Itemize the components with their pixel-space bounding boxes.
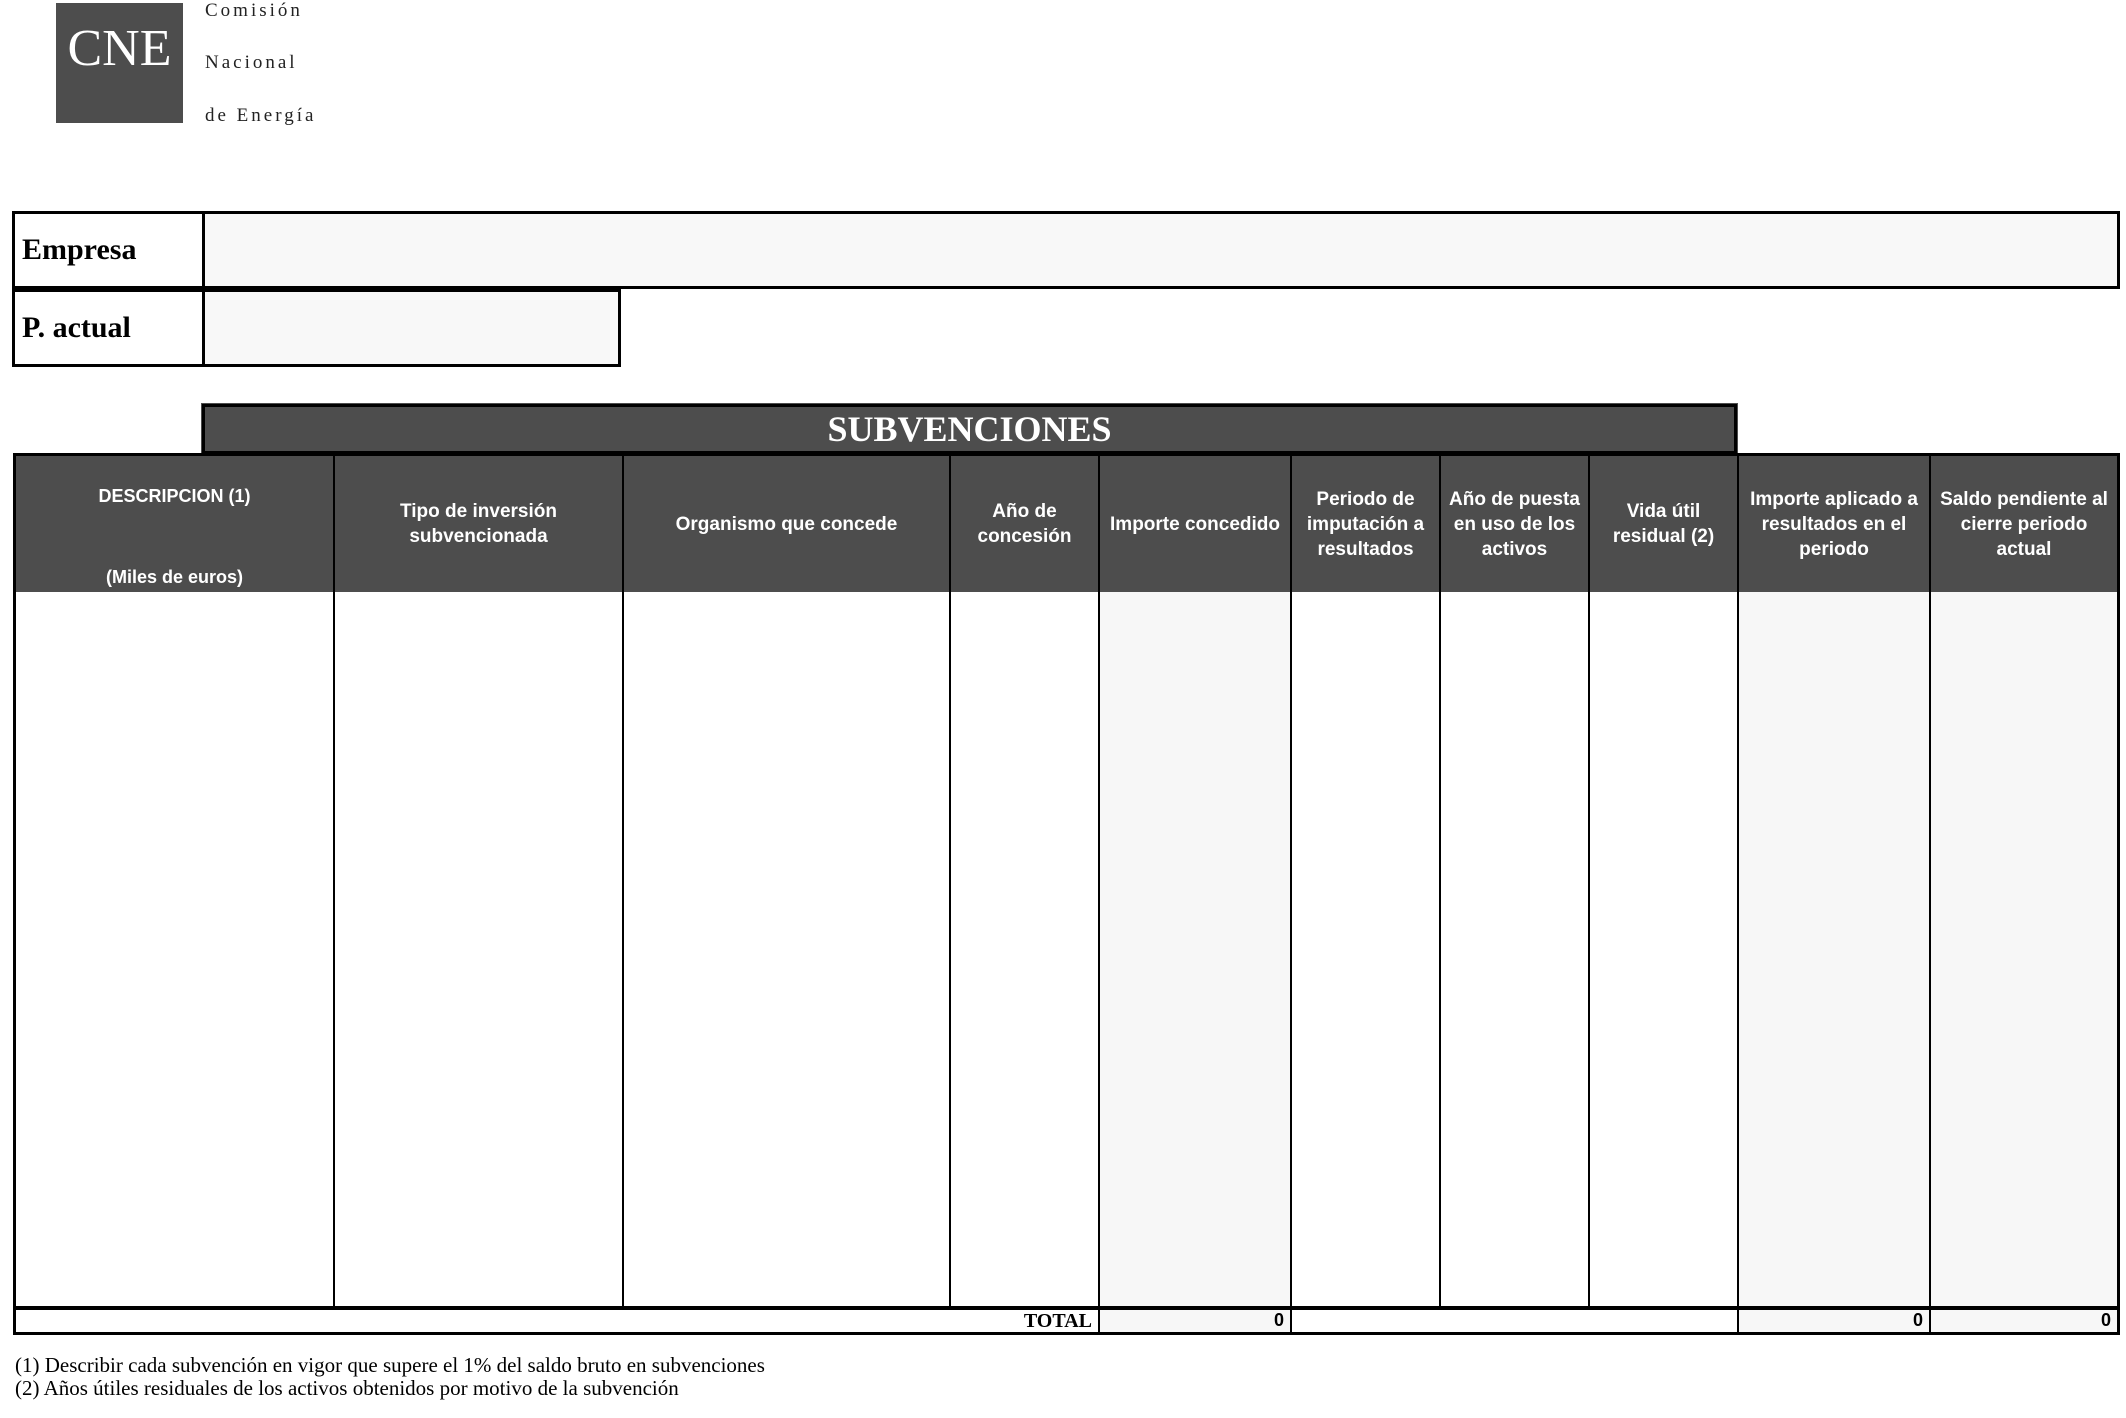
header-importe-aplicado: Importe aplicado a resultados en el periodo: [1739, 456, 1929, 592]
logo-line-2: Nacional: [205, 52, 298, 73]
col-periodo-imputacion: [1292, 456, 1441, 1306]
cell-tipo-inversion[interactable]: [335, 592, 622, 1306]
periodo-label: P. actual: [12, 289, 205, 367]
header-saldo-pendiente: Saldo pendiente al cierre periodo actual: [1931, 456, 2117, 592]
cell-vida-util[interactable]: [1590, 592, 1737, 1306]
footnote-2: (2) Años útiles residuales de los activos obtenidos por motivo de la subvención: [15, 1376, 679, 1400]
cell-organismo[interactable]: [624, 592, 949, 1306]
cell-ano-concesion[interactable]: [951, 592, 1098, 1306]
col-descripcion: [16, 456, 335, 1306]
cell-descripcion[interactable]: [16, 592, 333, 1306]
empresa-field[interactable]: [202, 211, 2120, 289]
cne-logo: [56, 3, 183, 123]
col-organismo: [624, 456, 951, 1306]
header-importe-concedido: Importe concedido: [1100, 456, 1290, 592]
header-vida-util: Vida útil residual (2): [1590, 456, 1737, 592]
header-periodo-imputacion: Periodo de imputación a resultados: [1292, 456, 1439, 592]
logo-line-3: de Energía: [205, 105, 317, 126]
cell-importe-concedido[interactable]: [1100, 592, 1290, 1306]
header-tipo-inversion: Tipo de inversión subvencionada: [335, 456, 622, 592]
cell-saldo-pendiente[interactable]: [1931, 592, 2117, 1306]
logo-line-1: Comisión: [205, 0, 303, 21]
col-saldo-pendiente: [1931, 456, 2117, 1306]
header-descripcion: DESCRIPCION (1) (Miles de euros): [16, 456, 333, 592]
col-vida-util: [1590, 456, 1739, 1306]
subvenciones-table: [13, 453, 2120, 1309]
cell-importe-aplicado[interactable]: [1739, 592, 1929, 1306]
col-importe-concedido: [1100, 456, 1292, 1306]
empresa-label: Empresa: [12, 211, 205, 289]
section-title: SUBVENCIONES: [202, 404, 1737, 454]
logo-mark: CNE: [67, 20, 172, 77]
cell-periodo-imputacion[interactable]: [1292, 592, 1439, 1306]
total-importe-aplicado: 0: [1739, 1310, 1931, 1332]
header-organismo: Organismo que concede: [624, 456, 949, 592]
total-empty: [1292, 1310, 1739, 1332]
header-ano-puesta-uso: Año de puesta en uso de los activos: [1441, 456, 1588, 592]
total-row: [13, 1307, 2120, 1335]
total-label: TOTAL: [16, 1310, 1100, 1332]
col-importe-aplicado: [1739, 456, 1931, 1306]
periodo-field[interactable]: [202, 289, 621, 367]
col-ano-puesta-uso: [1441, 456, 1590, 1306]
cell-ano-puesta-uso[interactable]: [1441, 592, 1588, 1306]
col-tipo-inversion: [335, 456, 624, 1306]
header-ano-concesion: Año de concesión: [951, 456, 1098, 592]
total-importe-concedido: 0: [1100, 1310, 1292, 1332]
col-ano-concesion: [951, 456, 1100, 1306]
total-saldo-pendiente: 0: [1931, 1310, 2117, 1332]
footnote-1: (1) Describir cada subvención en vigor que supere el 1% del saldo bruto en subvenciones: [15, 1353, 765, 1377]
